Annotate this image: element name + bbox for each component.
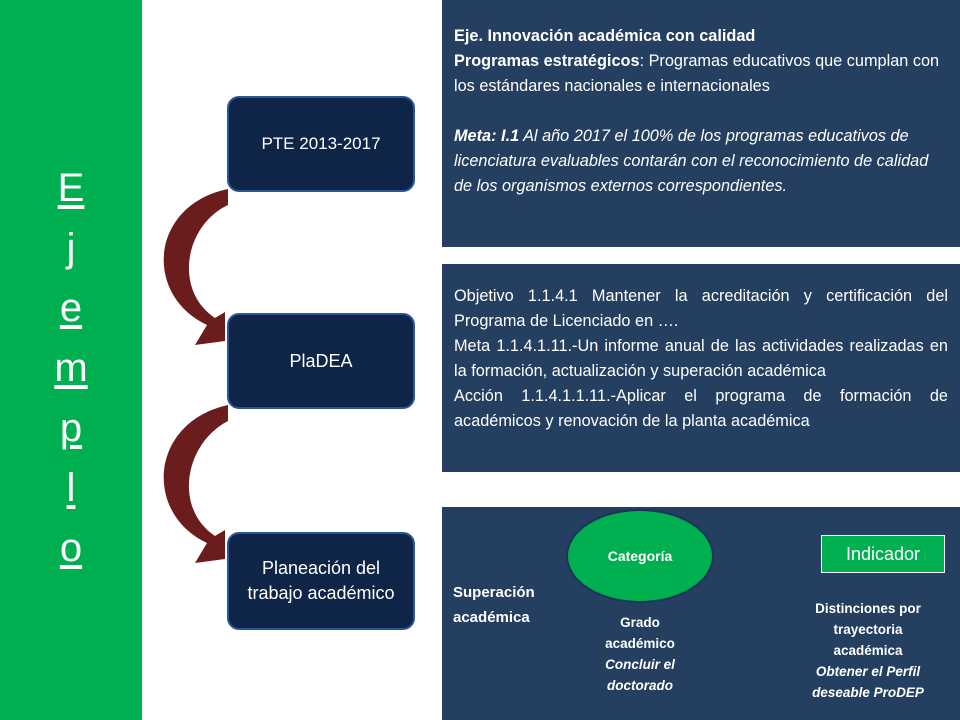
grado-academico-text [580,612,700,696]
accion-text: Acción 1.1.4.1.1.11.-Aplicar el programa de formación de académicos y renovación de la planta académica [454,387,948,430]
curved-arrow-pladea-to-planeacion [164,405,228,563]
curved-arrow-pte-to-pladea [164,189,228,345]
title-letter: j [66,226,76,270]
title-letter: o [59,526,83,570]
meta-label: Meta: I.1 [454,127,520,145]
categoria-label: Categoría [607,548,673,564]
title-letter: e [59,286,83,330]
dist-line: deseable ProDEP [812,685,924,700]
programas-paragraph [454,49,950,99]
dist-line: académica [833,643,903,658]
title-letter: m [54,346,88,390]
title-letter: l [66,466,76,510]
indicador-box [821,535,945,573]
panel-pladea-content [442,264,960,472]
node-pte-label: PTE 2013-2017 [261,134,381,153]
meta-paragraph [454,124,950,199]
objetivo-text: Objetivo 1.1.4.1 Mantener la acreditación y certificación del Programa de Licenciado en …. [454,287,948,330]
node-pte [227,96,415,192]
superacion-label [453,580,535,630]
programas-label: Programas estratégicos [454,52,640,70]
superacion-line: académica [453,609,530,626]
dist-line: Distinciones por [815,601,921,616]
distinciones-text [797,598,939,703]
grado-line: doctorado [607,678,673,693]
indicador-label: Indicador [845,543,921,564]
node-planeacion-label: Planeación del trabajo académico [247,558,395,603]
categoria-ellipse [566,509,714,603]
node-planeacion [227,532,415,630]
node-pladea-label: PlaDEA [289,350,353,371]
node-pladea [227,313,415,409]
superacion-line: Superación [453,584,535,601]
grado-line: Concluir el [605,657,675,672]
title-letter: p [59,406,83,450]
meta-detail-text: Meta 1.1.4.1.11.-Un informe anual de las actividades realizadas en la formación, actualización y superación académica [454,337,948,380]
dist-line: trayectoria [833,622,903,637]
dist-line: Obtener el Perfil [815,664,921,679]
grado-line: académico [605,636,675,651]
eje-heading: Eje. Innovación académica con calidad [454,27,756,45]
grado-line: Grado [620,615,660,630]
title-letter: E [57,166,85,210]
panel-pte-content [442,0,960,247]
programas-text: : Programas educativos que cumplan con los estándares nacionales e internacionales [454,52,940,95]
meta-text: Al año 2017 el 100% de los programas educativos de licenciatura evaluables contarán con el reconocimiento de calidad de los organismos externos correspondientes. [454,127,929,195]
